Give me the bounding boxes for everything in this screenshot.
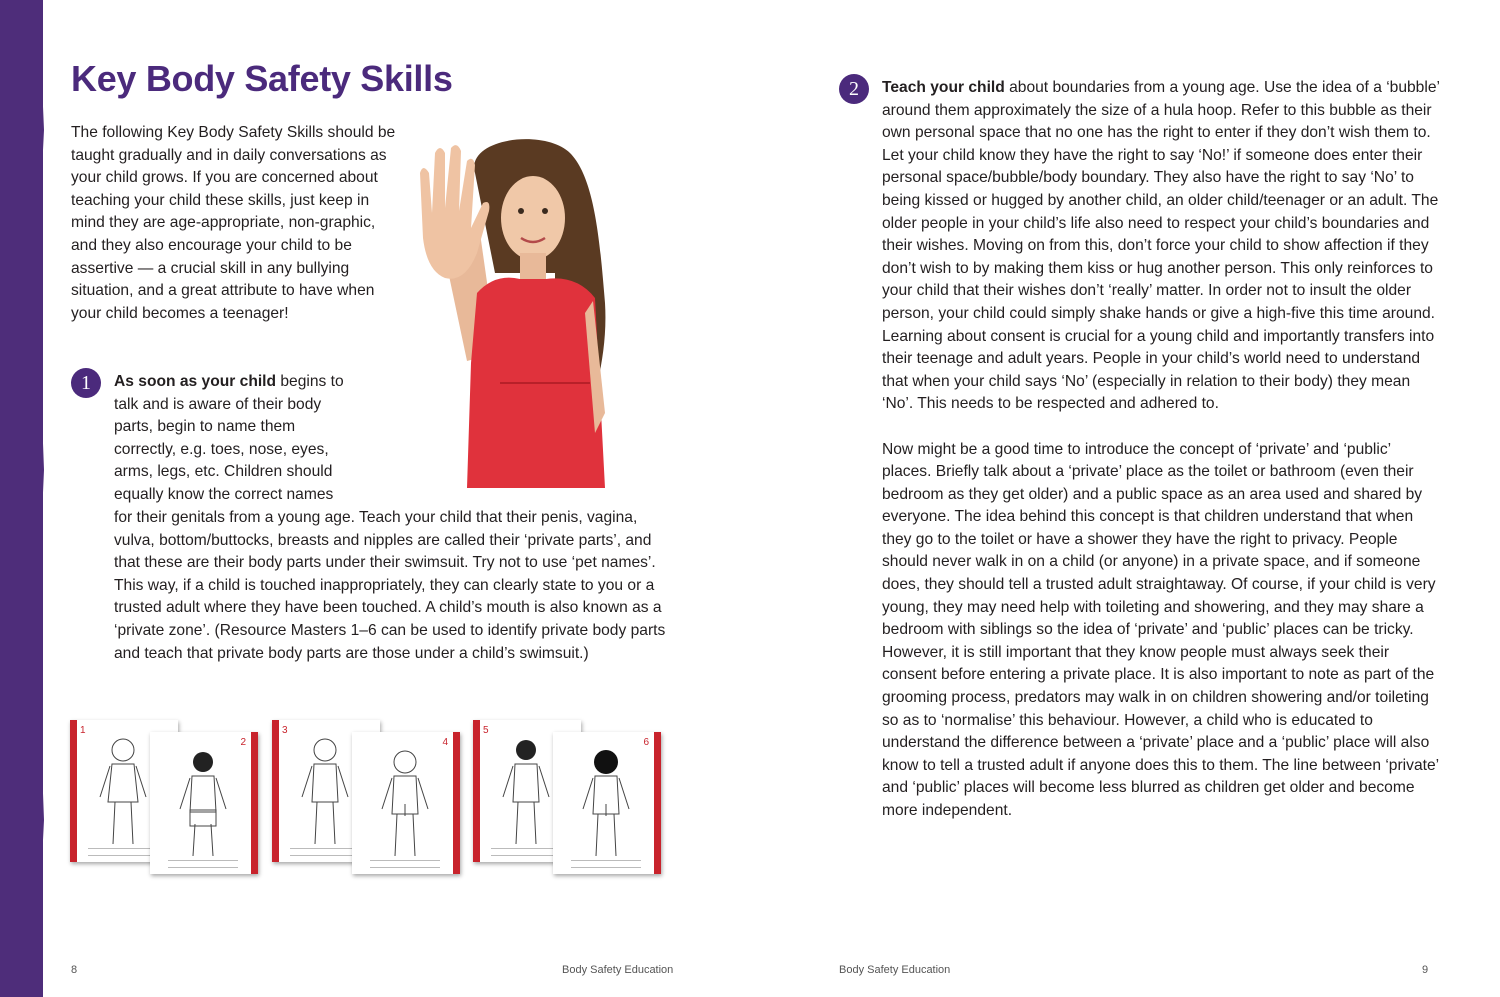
step-1-text-top — [114, 371, 354, 507]
resource-card-number: 3 — [282, 725, 288, 736]
body-outline-boy-front-icon — [491, 732, 561, 852]
footer-title-left: Body Safety Education — [562, 964, 674, 976]
body-outline-girl-front-icon — [290, 732, 360, 852]
step-number-1: 1 — [71, 368, 101, 398]
private-public-paragraph: Now might be a good time to introduce the concept of ‘private’ and ‘public’ places. Briefly talk about a ‘private’ place as the toilet or bathroom (even their bedroom as they get older) and a public space as an area used and shared by everyone. The idea behind this concept is that children understand that when they go to the toilet or have a shower they have the right to privacy. People should never walk in on a child (or anyone) in a private space, and if someone does, they should tell a trusted adult straightaway. Of course, if your child is very young, they may need help with toileting and showering, and they may share a bedroom with siblings so the idea of ‘private’ and ‘public’ places can be tricky. However, it is still important that they know people must always seek their consent before entering a private place. It is also important to note as part of the grooming process, predators may walk in on children showering and/or toileting so as to ‘normalise’ this behaviour. However, a child who is educated to understand the difference between a ‘private’ place and a ‘public’ place will also know to tell a trusted adult if anyone does this to them. The line between ‘private’ and ‘public’ places will become less blurred as children get older and become more independent. — [882, 440, 1439, 819]
page-spine-bar — [0, 0, 43, 997]
step-2-lead: Teach your child — [882, 79, 1005, 96]
step-1-text-a: begins to talk and is aware of their body parts, begin to name them correctly, e.g. toes, nose, eyes, arms, legs, etc. Children should equally know the correct names — [114, 373, 344, 503]
page-number-right: 9 — [1422, 964, 1429, 976]
page-number-left: 8 — [71, 964, 78, 976]
body-outline-boy-front-icon — [168, 744, 238, 864]
resource-card-number: 1 — [80, 725, 86, 736]
girl-stop-hand-photo — [405, 133, 615, 488]
step-2-text — [882, 77, 1442, 416]
resource-card-number: 5 — [483, 725, 489, 736]
step-number-2: 2 — [839, 74, 869, 104]
step-1-lead: As soon as your child — [114, 373, 277, 390]
right-column — [882, 77, 1442, 823]
body-outline-girl-back-icon — [370, 744, 440, 864]
footer-title-right: Body Safety Education — [839, 964, 951, 976]
body-outline-girl-front-icon — [88, 732, 158, 852]
resource-card-number: 2 — [240, 737, 246, 748]
resource-card-number: 6 — [643, 737, 649, 748]
page-title: Key Body Safety Skills — [71, 58, 453, 99]
resource-card-4 — [352, 732, 460, 874]
body-outline-boy-back-icon — [571, 744, 641, 864]
intro-paragraph: The following Key Body Safety Skills should be taught gradually and in daily conversations as your child grows. If you are concerned about teaching your child these skills, just keep in mind they are age-appropriate, non-graphic, and they also encourage your child to be assertive — a crucial skill in any bullying situation, and a great attribute to have when your child becomes a teenager! — [71, 124, 396, 322]
step-2-body: about boundaries from a young age. Use the idea of a ‘bubble’ around them approximately the size of a hula hoop. Refer to this bubble as their own personal space that no one has the right to enter if they don’t wish them to. Let your child know they have the right to say ‘No!’ if someone does enter their personal space/bubble/body boundary. They also have the right to say ‘No’ to being kissed or hugged by another child, an older child/teenager or an adult. The older people in your child’s life also need to respect your child’s boundaries and their wishes. Moving on from this, don’t force your child to show affection if they don’t wish to by making them kiss or hug another person. This only reinforces to your child that their wishes don’t ‘really’ matter. In order not to insult the older person, your child could simply shake hands or give a high-five this time around. Learning about consent is crucial for a young child and importantly transfers into their teenage and adult years. People in your child’s world need to understand that when your child says ‘No’ (especially in relation to their body) they mean ‘No’. This needs to be respected and adhered to. — [882, 79, 1440, 413]
step-1-text-bottom: for their genitals from a young age. Teach your child that their penis, vagina, vulva, bottom/buttocks, breasts and nipples are called their ‘private parts’, and that these are their body parts under their swimsuit. Try not to use ‘pet names’. This way, if a child is touched inappropriately, they can clearly state to you or a trusted adult where they have been touched. A child’s mouth is also known as a ‘private zone’. (Resource Masters 1–6 can be used to identify private body parts and teach that private body parts are those under a child’s swimsuit.) — [114, 509, 666, 662]
spine-torn-edge — [38, 0, 46, 997]
resource-masters-thumbnails — [70, 716, 670, 881]
resource-card-6 — [553, 732, 661, 874]
resource-card-2 — [150, 732, 258, 874]
resource-card-number: 4 — [442, 737, 448, 748]
